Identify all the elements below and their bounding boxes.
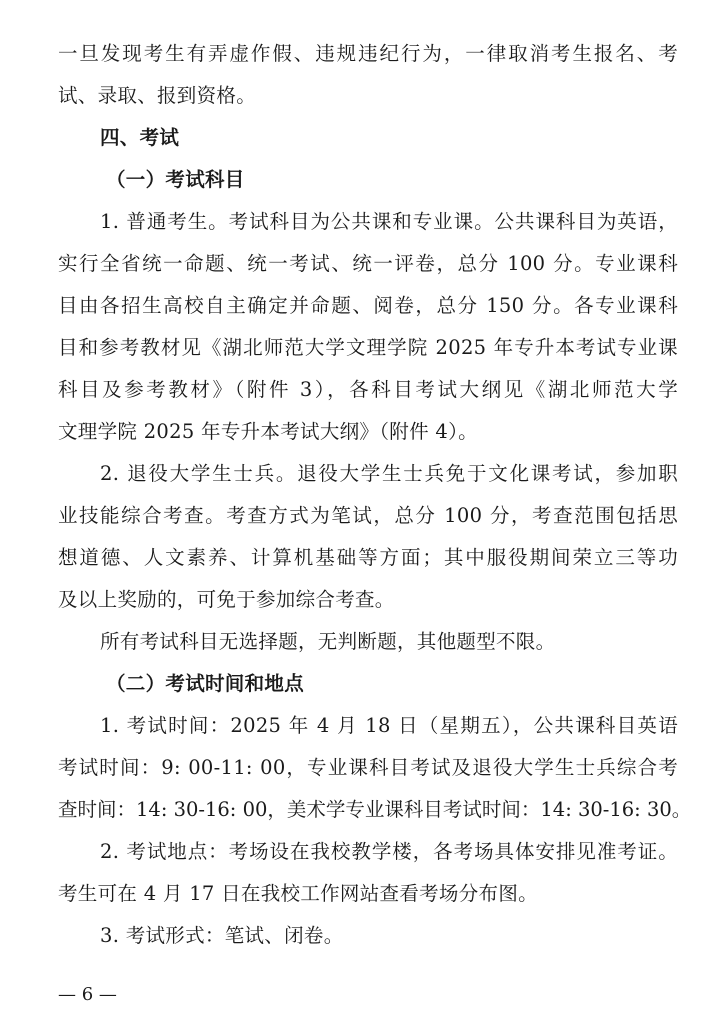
body-line: 3. 考试形式：笔试、闭卷。 bbox=[100, 924, 344, 947]
body-line: 考生可在 4 月 17 日在我校工作网站查看考场分布图。 bbox=[58, 882, 538, 905]
body-line: 2. 考试地点：考场设在我校教学楼，各考场具体安排见准考证。 bbox=[100, 840, 678, 863]
body-line: 试、录取、报到资格。 bbox=[58, 84, 257, 107]
body-line: 文理学院 2025 年专升本考试大纲》（附件 4）。 bbox=[58, 420, 478, 443]
body-line: 业技能综合考查。考查方式为笔试，总分 100 分，考查范围包括思 bbox=[58, 504, 678, 527]
body-line: 科目及参考教材》（附件 3），各科目考试大纲见《湖北师范大学 bbox=[58, 378, 678, 401]
body-line: 1. 普通考生。考试科目为公共课和专业课。公共课科目为英语， bbox=[100, 210, 678, 233]
body-line: 2. 退役大学生士兵。退役大学生士兵免于文化课考试，参加职 bbox=[100, 462, 678, 485]
section-heading-exam: 四、考试 bbox=[100, 126, 180, 149]
body-line: 实行全省统一命题、统一考试、统一评卷，总分 100 分。专业课科 bbox=[58, 252, 678, 275]
body-line: 想道德、人文素养、计算机基础等方面；其中服役期间荣立三等功 bbox=[58, 546, 678, 569]
subsection-heading-subjects: （一）考试科目 bbox=[106, 168, 245, 191]
body-line: 一旦发现考生有弄虚作假、违规违纪行为，一律取消考生报名、考 bbox=[58, 42, 678, 65]
subsection-heading-time-location: （二）考试时间和地点 bbox=[106, 672, 305, 695]
body-line: 及以上奖励的，可免于参加综合考查。 bbox=[58, 588, 395, 611]
body-line: 所有考试科目无选择题，无判断题，其他题型不限。 bbox=[100, 630, 556, 653]
body-line: 目由各招生高校自主确定并命题、阅卷，总分 150 分。各专业课科 bbox=[58, 294, 678, 317]
body-line: 1. 考试时间：2025 年 4 月 18 日（星期五），公共课科目英语 bbox=[100, 714, 678, 737]
body-line: 考试时间：9: 00-11: 00，专业课科目考试及退役大学生士兵综合考 bbox=[58, 756, 678, 779]
page-number: — 6 — bbox=[58, 984, 117, 1005]
body-line: 查时间：14: 30-16: 00，美术学专业课科目考试时间：14: 30-16: 30。 bbox=[58, 798, 692, 821]
body-line: 目和参考教材见《湖北师范大学文理学院 2025 年专升本考试专业课 bbox=[58, 336, 678, 359]
